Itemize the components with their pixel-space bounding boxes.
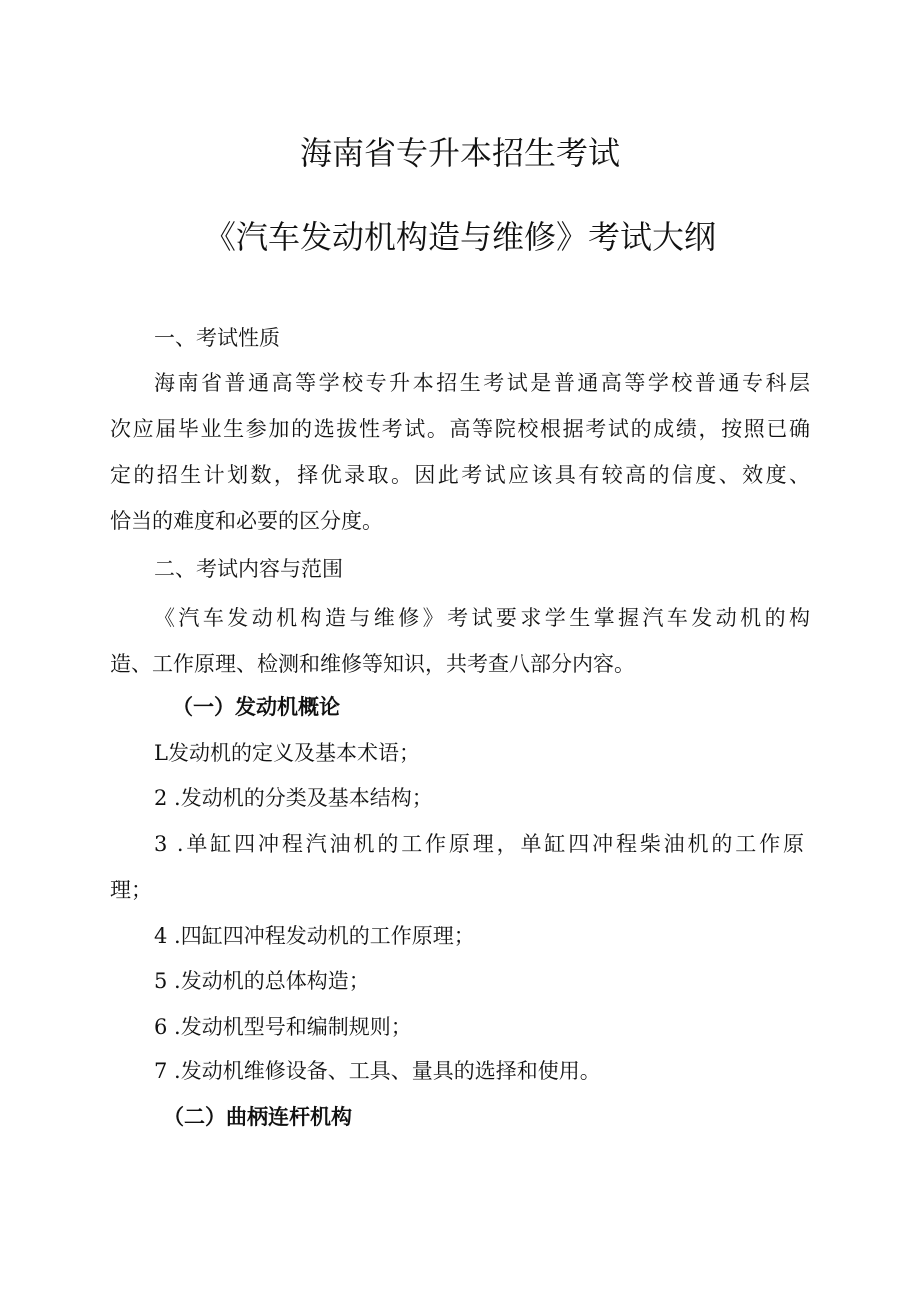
section2-line-1: 《汽车发动机构造与维修》考试要求学生掌握汽车发动机的构: [154, 606, 810, 630]
section-heading-content: 二、考试内容与范围: [154, 557, 343, 581]
document-subtitle: 《汽车发动机构造与维修》考试大纲: [203, 218, 716, 256]
part1-item-6: 6 .发动机型号和编制规则；: [154, 1015, 412, 1039]
section1-line-3: 定的招生计划数，择优录取。因此考试应该具有较高的信度、效度、: [110, 463, 810, 487]
part1-item-3-cont: 理；: [110, 878, 152, 902]
section1-line-4: 恰当的难度和必要的区分度。: [110, 509, 383, 533]
part1-item-5: 5 .发动机的总体构造；: [154, 969, 370, 993]
part1-item-7: 7 .发动机维修设备、工具、量具的选择和使用。: [154, 1059, 601, 1083]
part1-heading: （一）发动机概论: [172, 695, 340, 719]
part1-item-2: 2 .发动机的分类及基本结构；: [154, 786, 433, 810]
part1-item-3: 3 .单缸四冲程汽油机的工作原理，单缸四冲程柴油机的工作原: [154, 832, 804, 856]
section-heading-nature: 一、考试性质: [154, 326, 280, 350]
section1-line-1: 海南省普通高等学校专升本招生考试是普通高等学校普通专科层: [154, 371, 810, 395]
section1-line-2: 次应届毕业生参加的选拔性考试。高等院校根据考试的成绩，按照已确: [110, 417, 810, 441]
part2-heading: （二）曲柄连杆机构: [163, 1105, 352, 1129]
section2-line-2: 造、工作原理、检测和维修等知识，共考查八部分内容。: [110, 652, 635, 676]
document-title: 海南省专升本招生考试: [299, 134, 620, 172]
part1-item-1: L发动机的定义及基本术语；: [154, 741, 420, 765]
part1-item-4: 4 .四缸四冲程发动机的工作原理；: [154, 924, 475, 948]
